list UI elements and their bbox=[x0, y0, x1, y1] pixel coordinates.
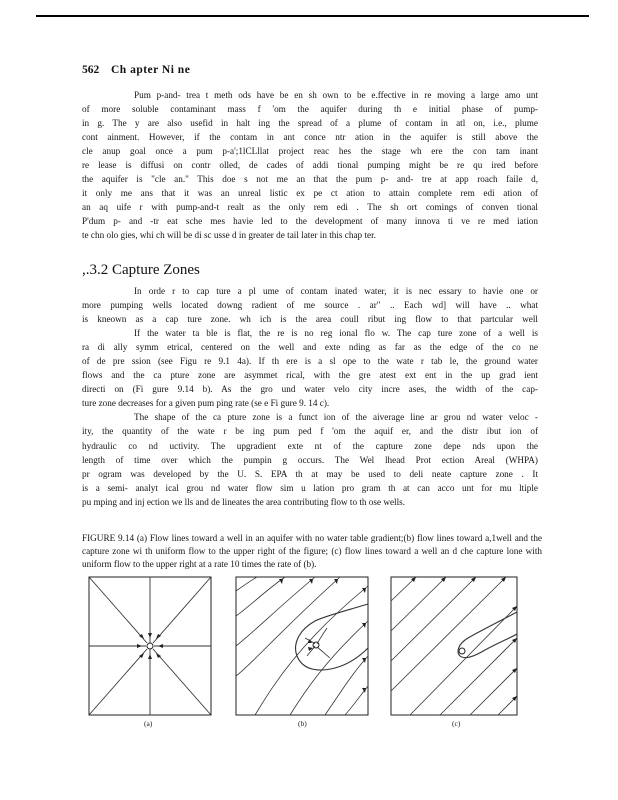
page-number: 562 bbox=[82, 64, 100, 76]
text-line: The shape of the ca pture zone is a funct ion of the aiverage line ar grou nd water veloc - bbox=[134, 412, 538, 423]
text-line: ture zone decreases for a given pum ping rate (se e Fi gure 9. 14 c). bbox=[82, 398, 330, 409]
subfigure-label-b: (b) bbox=[298, 719, 307, 728]
text-line: ra di ally symm etrical, centered on the well and exte nding as far as the edge of the co ne bbox=[82, 342, 538, 353]
text-line: Pum p-and- trea t meth ods have be en sh own to be e.ffective in re moving a large amo unt bbox=[134, 90, 538, 100]
text-line: is kneown as a cap ture zone. wh ich is the area coull ribut ing flow to that partcular well bbox=[82, 314, 538, 325]
figure-b-capture-zone bbox=[235, 576, 369, 716]
figure-a-radial-flow bbox=[88, 576, 212, 716]
chapter-header: Ch apter Ni ne bbox=[111, 64, 191, 76]
figure-c-narrow-capture-zone bbox=[390, 576, 518, 716]
paragraph-pump-and-treat bbox=[82, 88, 538, 243]
text-line: the aquifer is "cle an." This doe s not me an that the pum p- and- tre at app roach faile d, bbox=[82, 174, 538, 185]
text-line: is a semi- analyt ical grou nd water flow sim u lation pro gram th at can acco unt for mu ltiple bbox=[82, 482, 538, 493]
text-line: ity, the quantity of the wate r be ing pum ped f 'om the aquif er, and the distr ibut ion of bbox=[82, 426, 538, 437]
text-line: te chn olo gies, whi ch will be di sc usse d in greater de tail later in this chap ter. bbox=[82, 230, 376, 241]
text-line: hydraulic co nd uctivity. The upgradient exte nt of the capture zone depe nds upon the bbox=[82, 440, 538, 451]
figure-caption: FIGURE 9.14 (a) Flow lines toward a well in an aquifer with no water table gradient;(b) flow lines toward a,1well and the capture zone wi th uniform flow to the upper right of the figure; (c) flow lines toward a well an d che capture lone with uniform flow to the upper right at a rate 10 times the rate of (b). bbox=[82, 533, 542, 570]
text-line: pr ogram was developed by the U. S. EPA th at may be used to deli neate capture zone . It bbox=[82, 468, 538, 479]
text-line: length of time over which the pumpin g occurs. The Wel lhead Prot ection Areal (WHPA) bbox=[82, 454, 538, 465]
text-line: directi on (Fi gure 9.14 b). As the gro und water velo city incre ases, the width of the cap- bbox=[82, 384, 538, 395]
text-line: an aq uife r with pump-and-t realt as the only rem edi . The sh ort comings of conven tional bbox=[82, 202, 538, 213]
text-line: more pumping wells located downg radient of me source . ar" .. Each wd] will have .. what bbox=[82, 300, 538, 311]
text-line: of de pre ssion (see Figu re 9.1 4a). If th ere is a sl ope to the wate r tab le, the ground water bbox=[82, 356, 538, 367]
text-line: cont ainment. However, if the contam in ant conce ntr ation in the aquifer is still above the bbox=[82, 132, 538, 143]
text-line: in g. The y are also usefid in halt ing the spread of a plume of contam in atl on, i.e., plume bbox=[82, 118, 538, 129]
text-line: it only me ans that it was an unreal listic ex pe ct ation to attain complete rem edi ation of bbox=[82, 188, 538, 199]
section-heading: ,.3.2 Capture Zones bbox=[82, 262, 200, 278]
text-line: flows and the ca pture zone are asymmet rical, with the gre atest ext ent in the up grad ient bbox=[82, 370, 538, 381]
text-line: pu mping and inj ection we lls and de lineates the area contributing flow to th ose wells. bbox=[82, 496, 406, 507]
text-line: P'dum p- and -tr eat sche mes havie led to the development of many innova ti ve re med iation bbox=[82, 216, 538, 227]
text-line: of more soluble contaminant mass f 'om the aquifer during th e initial phase of pump- bbox=[82, 104, 538, 115]
text-line: cle anup goal once a pum p-a';1lCLllat project reac hes the stage wh ere the con tam inant bbox=[82, 146, 538, 157]
paragraph-capture-zones bbox=[82, 284, 538, 509]
text-line: If the water ta ble is flat, the re is no reg ional flo w. The cap ture zone of a well is bbox=[134, 328, 538, 339]
text-line: re lease is diffusi on contr olled, de cades of addi tional pumping might be re qu ired before bbox=[82, 160, 538, 171]
top-rule bbox=[36, 15, 589, 17]
subfigure-label-a: (a) bbox=[144, 719, 153, 728]
subfigure-label-c: (c) bbox=[452, 719, 461, 728]
text-line: In orde r to cap ture a pl ume of contam inated water, it is nec essary to havie one or bbox=[134, 286, 538, 296]
